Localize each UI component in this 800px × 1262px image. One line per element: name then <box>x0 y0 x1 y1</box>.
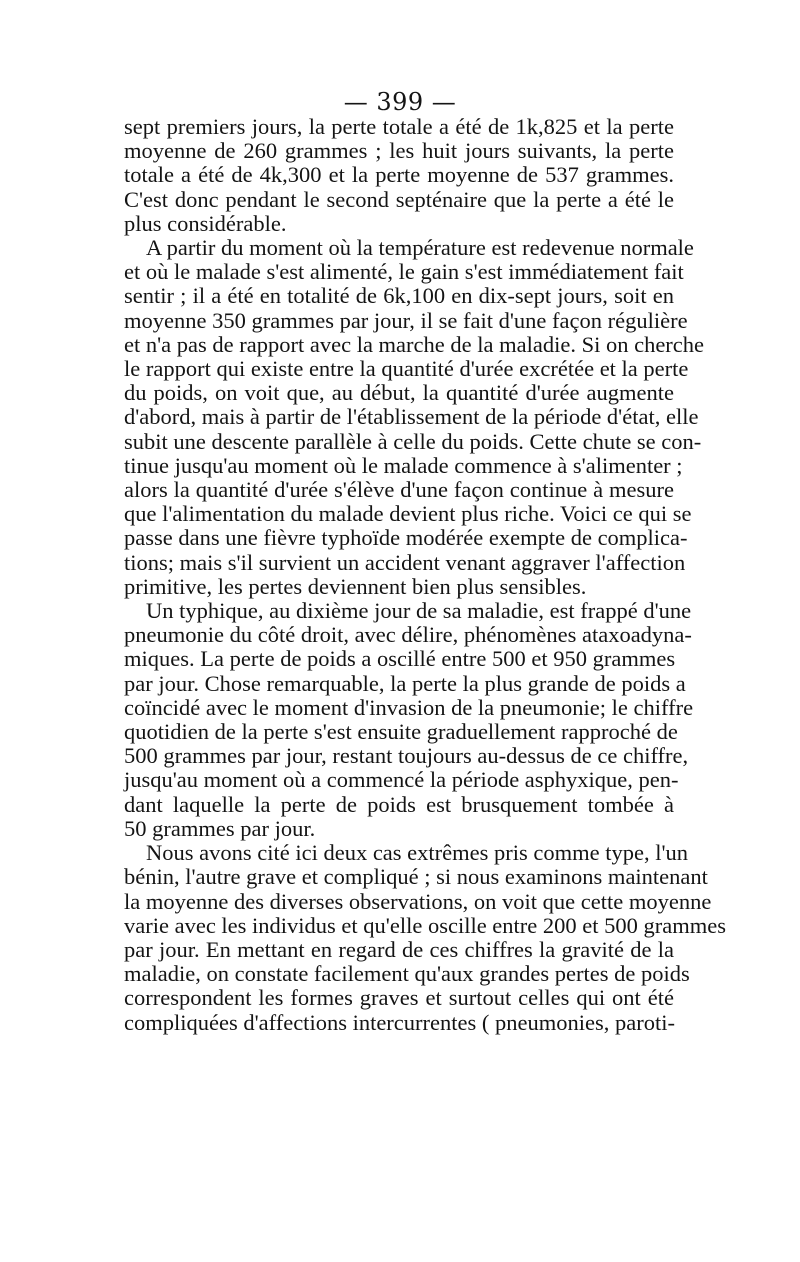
text-line: plus considérable. <box>124 210 287 236</box>
text-line: alors la quantité d'urée s'élève d'une façon continue à mesure <box>124 477 674 503</box>
text-line: moyenne 350 grammes par jour, il se fait d'une façon régulière <box>124 307 688 333</box>
text-line: que l'alimentation du malade devient plus riche. Voici ce qui se <box>124 501 692 527</box>
text-line: correspondent les formes graves et surtout celles qui ont été <box>124 985 674 1011</box>
text-line: primitive, les pertes deviennent bien plus sensibles. <box>124 573 587 599</box>
paragraph-3 <box>124 598 694 841</box>
text-line: totale a été de 4k,300 et la perte moyenne de 537 grammes. <box>124 162 674 188</box>
text-line: passe dans une fièvre typhoïde modérée exempte de complica- <box>124 525 688 551</box>
text-line: Nous avons cité ici deux cas extrêmes pris comme type, l'un <box>146 840 689 866</box>
text-line: miques. La perte de poids a oscillé entre 500 et 950 grammes <box>124 646 676 672</box>
text-line: du poids, on voit que, au début, la quantité d'urée augmente <box>124 380 674 406</box>
text-line: tions; mais s'il survient un accident venant aggraver l'affection <box>124 549 686 575</box>
text-line: varie avec les individus et qu'elle oscille entre 200 et 500 grammes <box>124 912 726 938</box>
text-line: bénin, l'autre grave et compliqué ; si nous examinons maintenant <box>124 864 708 890</box>
text-line: dant laquelle la perte de poids est brusquement tombée à <box>124 791 674 817</box>
text-line: par jour. En mettant en regard de ces chiffres la gravité de la <box>124 936 674 962</box>
paragraph-2 <box>124 235 705 599</box>
page-number: — 399 — <box>343 88 457 116</box>
text-line: compliquées d'affections intercurrentes ( pneumonies, paroti- <box>124 1009 675 1035</box>
text-line: moyenne de 260 grammes ; les huit jours suivants, la perte <box>124 138 674 164</box>
paragraph-4 <box>124 840 726 1035</box>
text-line: par jour. Chose remarquable, la perte la plus grande de poids a <box>124 670 686 696</box>
paragraph-1 <box>124 115 674 236</box>
text-line: sept premiers jours, la perte totale a été de 1k,825 et la perte <box>124 114 674 139</box>
text-line: et n'a pas de rapport avec la marche de la maladie. Si on cherche <box>124 331 705 357</box>
text-line: d'abord, mais à partir de l'établissement de la période d'état, elle <box>124 404 699 430</box>
text-line: sentir ; il a été en totalité de 6k,100 en dix-sept jours, soit en <box>124 283 674 309</box>
text-line: et où le malade s'est alimenté, le gain s'est immédiatement fait <box>124 259 684 285</box>
text-line: maladie, on constate facilement qu'aux grandes pertes de poids <box>124 961 690 987</box>
text-line: subit une descente parallèle à celle du poids. Cette chute se con- <box>124 428 702 454</box>
text-line: 50 grammes par jour. <box>124 815 316 841</box>
text-line: jusqu'au moment où a commencé la période asphyxique, pen- <box>124 767 679 793</box>
text-line: tinue jusqu'au moment où le malade commence à s'alimenter ; <box>124 452 683 478</box>
text-line: le rapport qui existe entre la quantité d'urée excrétée et la perte <box>124 356 689 382</box>
body-text <box>124 114 726 1035</box>
text-line: Un typhique, au dixième jour de sa maladie, est frappé d'une <box>146 598 692 624</box>
text-line: quotidien de la perte s'est ensuite graduellement rapproché de <box>124 719 678 745</box>
text-line: pneumonie du côté droit, avec délire, phénomènes ataxoadyna- <box>124 622 692 648</box>
text-line: 500 grammes par jour, restant toujours au-dessus de ce chiffre, <box>124 743 689 769</box>
text-line: coïncidé avec le moment d'invasion de la pneumonie; le chiffre <box>124 694 694 720</box>
text-line: C'est donc pendant le second septénaire que la perte a été le <box>124 186 674 212</box>
text-line: la moyenne des diverses observations, on voit que cette moyenne <box>124 888 712 914</box>
text-line: A partir du moment où la température est redevenue normale <box>146 235 694 261</box>
